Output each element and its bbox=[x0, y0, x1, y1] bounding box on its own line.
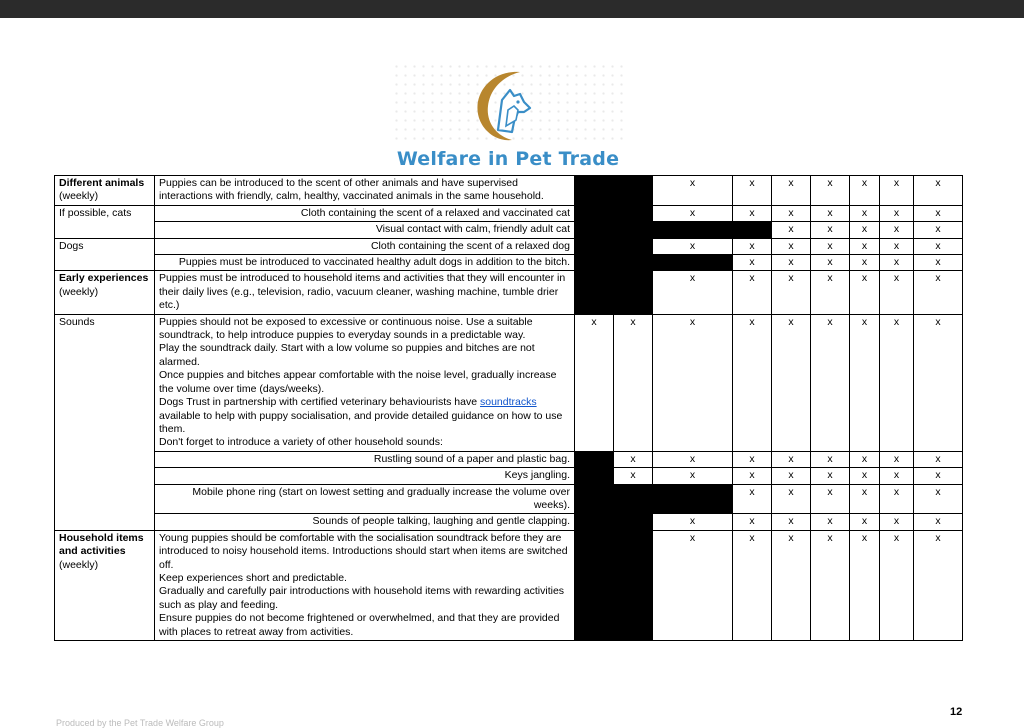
blocked-cell bbox=[653, 222, 733, 238]
row-label: Dogs bbox=[55, 238, 155, 271]
check-mark: x bbox=[811, 314, 850, 451]
check-mark: x bbox=[653, 238, 733, 254]
row-description: Cloth containing the scent of a relaxed dog bbox=[155, 238, 575, 254]
blocked-cell bbox=[614, 255, 653, 271]
table-row bbox=[55, 238, 963, 254]
check-mark: x bbox=[811, 255, 850, 271]
logo-title: Welfare in Pet Trade bbox=[396, 148, 620, 170]
blocked-cell bbox=[575, 205, 614, 221]
check-mark: x bbox=[914, 451, 963, 467]
blocked-cell bbox=[614, 176, 653, 206]
check-mark: x bbox=[850, 238, 880, 254]
check-mark: x bbox=[914, 271, 963, 314]
check-mark: x bbox=[850, 451, 880, 467]
check-mark: x bbox=[733, 451, 772, 467]
check-mark: x bbox=[811, 530, 850, 640]
check-mark: x bbox=[772, 176, 811, 206]
table-row bbox=[55, 255, 963, 271]
row-description: Keys jangling. bbox=[155, 468, 575, 484]
check-mark: x bbox=[914, 205, 963, 221]
blocked-cell bbox=[575, 222, 614, 238]
check-mark: x bbox=[772, 468, 811, 484]
row-description: Young puppies should be comfortable with the socialisation soundtrack before they are introduced to noisy household items. Introductions should start when items are switched off. Keep experiences short and predictable. Gradually and carefully pair introductions with household items with rewarding activities such as play and feeding. Ensure puppies do not become frightened or overwhelmed, and that they are provided with places to retreat away from activities. bbox=[155, 530, 575, 640]
check-mark: x bbox=[880, 271, 914, 314]
check-mark: x bbox=[914, 484, 963, 514]
blocked-cell bbox=[614, 271, 653, 314]
check-mark: x bbox=[733, 468, 772, 484]
check-mark: x bbox=[733, 530, 772, 640]
check-mark: x bbox=[772, 238, 811, 254]
table-row bbox=[55, 530, 963, 640]
check-mark: x bbox=[914, 468, 963, 484]
page-footer: Produced by the Pet Trade Welfare Group bbox=[56, 718, 224, 728]
row-description: Mobile phone ring (start on lowest setting and gradually increase the volume over weeks). bbox=[155, 484, 575, 514]
check-mark: x bbox=[850, 271, 880, 314]
check-mark: x bbox=[733, 271, 772, 314]
soundtracks-link[interactable]: soundtracks bbox=[480, 396, 537, 409]
check-mark: x bbox=[772, 255, 811, 271]
blocked-cell bbox=[575, 271, 614, 314]
row-label: Early experiences (weekly) bbox=[55, 271, 155, 314]
check-mark: x bbox=[772, 484, 811, 514]
blocked-cell bbox=[614, 222, 653, 238]
check-mark: x bbox=[880, 514, 914, 530]
blocked-cell bbox=[733, 222, 772, 238]
check-mark: x bbox=[880, 222, 914, 238]
check-mark: x bbox=[880, 530, 914, 640]
check-mark: x bbox=[850, 176, 880, 206]
check-mark: x bbox=[880, 205, 914, 221]
blocked-cell bbox=[575, 468, 614, 484]
row-description: Cloth containing the scent of a relaxed and vaccinated cat bbox=[155, 205, 575, 221]
blocked-cell bbox=[614, 238, 653, 254]
check-mark: x bbox=[733, 205, 772, 221]
check-mark: x bbox=[880, 484, 914, 514]
check-mark: x bbox=[653, 314, 733, 451]
check-mark: x bbox=[653, 176, 733, 206]
blocked-cell bbox=[575, 484, 614, 514]
check-mark: x bbox=[850, 255, 880, 271]
socialisation-table bbox=[54, 175, 963, 641]
check-mark: x bbox=[772, 271, 811, 314]
check-mark: x bbox=[653, 451, 733, 467]
check-mark: x bbox=[772, 451, 811, 467]
table-row bbox=[55, 468, 963, 484]
row-description: Rustling sound of a paper and plastic bag. bbox=[155, 451, 575, 467]
check-mark: x bbox=[850, 222, 880, 238]
row-label: Different animals (weekly) bbox=[55, 176, 155, 206]
blocked-cell bbox=[653, 255, 733, 271]
table-row bbox=[55, 176, 963, 206]
row-label: If possible, cats bbox=[55, 205, 155, 238]
blocked-cell bbox=[575, 255, 614, 271]
check-mark: x bbox=[850, 530, 880, 640]
check-mark: x bbox=[653, 205, 733, 221]
check-mark: x bbox=[811, 484, 850, 514]
row-description: Puppies must be introduced to vaccinated healthy adult dogs in addition to the bitch. bbox=[155, 255, 575, 271]
check-mark: x bbox=[653, 514, 733, 530]
check-mark: x bbox=[811, 514, 850, 530]
check-mark: x bbox=[850, 205, 880, 221]
check-mark: x bbox=[733, 176, 772, 206]
blocked-cell bbox=[575, 238, 614, 254]
blocked-cell bbox=[614, 484, 653, 514]
blocked-cell bbox=[575, 451, 614, 467]
check-mark: x bbox=[772, 222, 811, 238]
blocked-cell bbox=[614, 205, 653, 221]
row-label: Sounds bbox=[55, 314, 155, 530]
check-mark: x bbox=[811, 222, 850, 238]
blocked-cell bbox=[575, 514, 614, 530]
table-row bbox=[55, 484, 963, 514]
row-description: Sounds of people talking, laughing and gentle clapping. bbox=[155, 514, 575, 530]
check-mark: x bbox=[733, 255, 772, 271]
table-row bbox=[55, 514, 963, 530]
row-description: Puppies can be introduced to the scent of other animals and have supervised interactions with friendly, calm, healthy, vaccinated animals in the same household. bbox=[155, 176, 575, 206]
check-mark: x bbox=[880, 176, 914, 206]
dog-cat-logo-icon bbox=[468, 66, 548, 146]
blocked-cell bbox=[653, 484, 733, 514]
check-mark: x bbox=[772, 514, 811, 530]
check-mark: x bbox=[811, 205, 850, 221]
check-mark: x bbox=[850, 468, 880, 484]
check-mark: x bbox=[653, 530, 733, 640]
check-mark: x bbox=[653, 468, 733, 484]
check-mark: x bbox=[850, 514, 880, 530]
check-mark: x bbox=[914, 314, 963, 451]
check-mark: x bbox=[811, 451, 850, 467]
blocked-cell bbox=[575, 176, 614, 206]
row-description: Puppies should not be exposed to excessive or continuous noise. Use a suitable soundtrack, to help introduce puppies to everyday sounds in a predictable way. Play the soundtrack daily. Start with a low volume so puppies and bitches are not alarmed. Once puppies and bitches appear comfortable with the noise level, gradually increase the volume over time (days/weeks). Dogs Trust in partnership with certified veterinary behaviourists have soundtracks available to help with puppy socialisation, and provide detailed guidance on how to use them. Don't forget to introduce a variety of other household sounds: bbox=[155, 314, 575, 451]
check-mark: x bbox=[614, 451, 653, 467]
check-mark: x bbox=[614, 468, 653, 484]
table-row bbox=[55, 222, 963, 238]
page-number: 12 bbox=[950, 706, 963, 718]
check-mark: x bbox=[850, 314, 880, 451]
row-description: Visual contact with calm, friendly adult cat bbox=[155, 222, 575, 238]
row-description: Puppies must be introduced to household items and activities that they will encounter in their daily lives (e.g., television, radio, vacuum cleaner, washing machine, tumble drier etc.) bbox=[155, 271, 575, 314]
check-mark: x bbox=[733, 238, 772, 254]
check-mark: x bbox=[914, 238, 963, 254]
check-mark: x bbox=[914, 176, 963, 206]
blocked-cell bbox=[614, 530, 653, 640]
check-mark: x bbox=[811, 238, 850, 254]
check-mark: x bbox=[772, 205, 811, 221]
check-mark: x bbox=[880, 451, 914, 467]
check-mark: x bbox=[772, 530, 811, 640]
table-row bbox=[55, 451, 963, 467]
table-row bbox=[55, 314, 963, 451]
check-mark: x bbox=[880, 314, 914, 451]
check-mark: x bbox=[811, 176, 850, 206]
check-mark: x bbox=[880, 468, 914, 484]
check-mark: x bbox=[733, 484, 772, 514]
check-mark: x bbox=[914, 514, 963, 530]
check-mark: x bbox=[850, 484, 880, 514]
check-mark: x bbox=[914, 222, 963, 238]
check-mark: x bbox=[653, 271, 733, 314]
check-mark: x bbox=[811, 271, 850, 314]
check-mark: x bbox=[914, 530, 963, 640]
check-mark: x bbox=[880, 255, 914, 271]
welfare-logo bbox=[392, 62, 624, 174]
blocked-cell bbox=[614, 514, 653, 530]
row-label: Household items and activities (weekly) bbox=[55, 530, 155, 640]
check-mark: x bbox=[914, 255, 963, 271]
check-mark: x bbox=[575, 314, 614, 451]
top-bar bbox=[0, 0, 1024, 18]
table-row bbox=[55, 205, 963, 221]
check-mark: x bbox=[733, 514, 772, 530]
check-mark: x bbox=[880, 238, 914, 254]
check-mark: x bbox=[614, 314, 653, 451]
check-mark: x bbox=[772, 314, 811, 451]
blocked-cell bbox=[575, 530, 614, 640]
table-row bbox=[55, 271, 963, 314]
check-mark: x bbox=[811, 468, 850, 484]
check-mark: x bbox=[733, 314, 772, 451]
